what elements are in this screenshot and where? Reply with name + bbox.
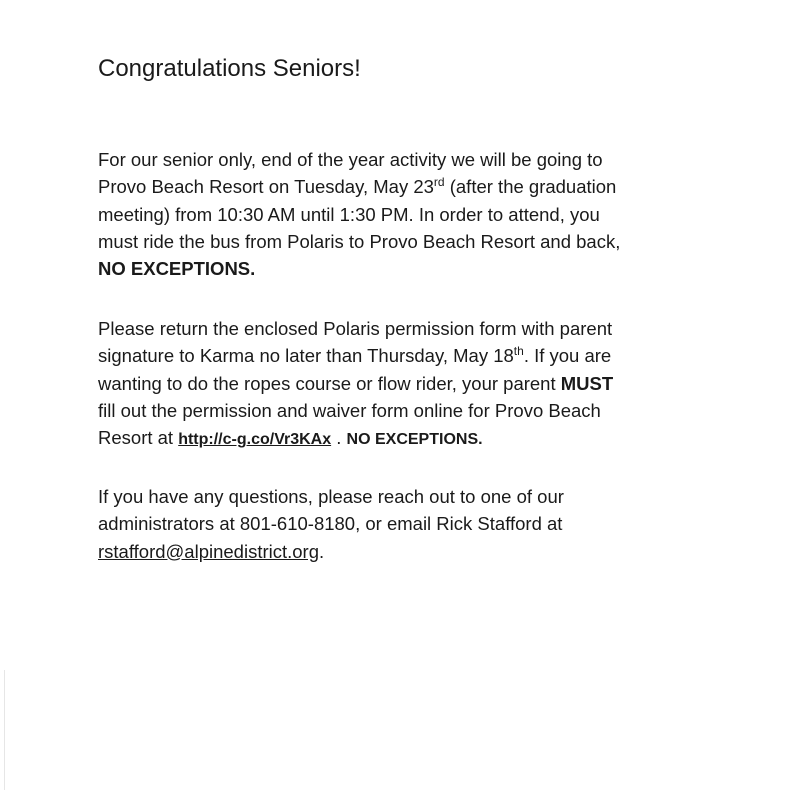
scan-edge-mark bbox=[4, 670, 5, 790]
text-fragment: . If you are bbox=[523, 345, 612, 367]
text-fragment: (after the graduation bbox=[444, 176, 617, 198]
paragraph-line: If you have any questions, please reach out to one of our bbox=[98, 486, 564, 507]
paragraph-line: meeting) from 10:30 AM until 1:30 PM. In order to attend, you bbox=[98, 203, 600, 225]
no-exceptions-notice: NO EXCEPTIONS. bbox=[346, 431, 483, 449]
no-exceptions-notice: NO EXCEPTIONS. bbox=[98, 258, 256, 280]
paragraph-line: fill out the permission and waiver form online for Provo Beach bbox=[98, 399, 601, 421]
must-emphasis: MUST bbox=[560, 372, 614, 394]
text-fragment: wanting to do the ropes course or flow rider, your parent bbox=[98, 372, 561, 394]
contact-paragraph bbox=[98, 483, 738, 565]
paragraph-line bbox=[98, 342, 738, 369]
email-link[interactable]: rstafford@alpinedistrict.org bbox=[98, 540, 320, 562]
paragraph-line: must ride the bus from Polaris to Provo Beach Resort and back, bbox=[98, 230, 621, 252]
paragraph-line: administrators at 801-610-8180, or email Rick Stafford at bbox=[98, 513, 563, 535]
ordinal-suffix: th bbox=[513, 344, 524, 359]
ordinal-suffix: rd bbox=[433, 175, 445, 190]
paragraph-line bbox=[98, 424, 738, 453]
text-fragment: . bbox=[331, 427, 347, 449]
paragraph-line bbox=[98, 173, 738, 200]
paragraph-line bbox=[98, 538, 738, 565]
waiver-link[interactable]: http://c-g.co/Vr3KAx bbox=[178, 431, 332, 449]
deadline-text: signature to Karma no later than Thursday, May 18 bbox=[98, 345, 514, 367]
paragraph-line: Please return the enclosed Polaris permission form with parent bbox=[98, 318, 613, 339]
paragraph-line bbox=[98, 370, 738, 397]
activity-paragraph bbox=[98, 146, 738, 282]
paragraph-line: For our senior only, end of the year activity we will be going to bbox=[98, 149, 603, 170]
date-text: Provo Beach Resort on Tuesday, May 23 bbox=[98, 176, 434, 198]
text-fragment: Resort at bbox=[98, 427, 179, 449]
permission-paragraph bbox=[98, 315, 738, 453]
page-title: Congratulations Seniors! bbox=[98, 55, 361, 82]
text-fragment: . bbox=[319, 540, 325, 562]
